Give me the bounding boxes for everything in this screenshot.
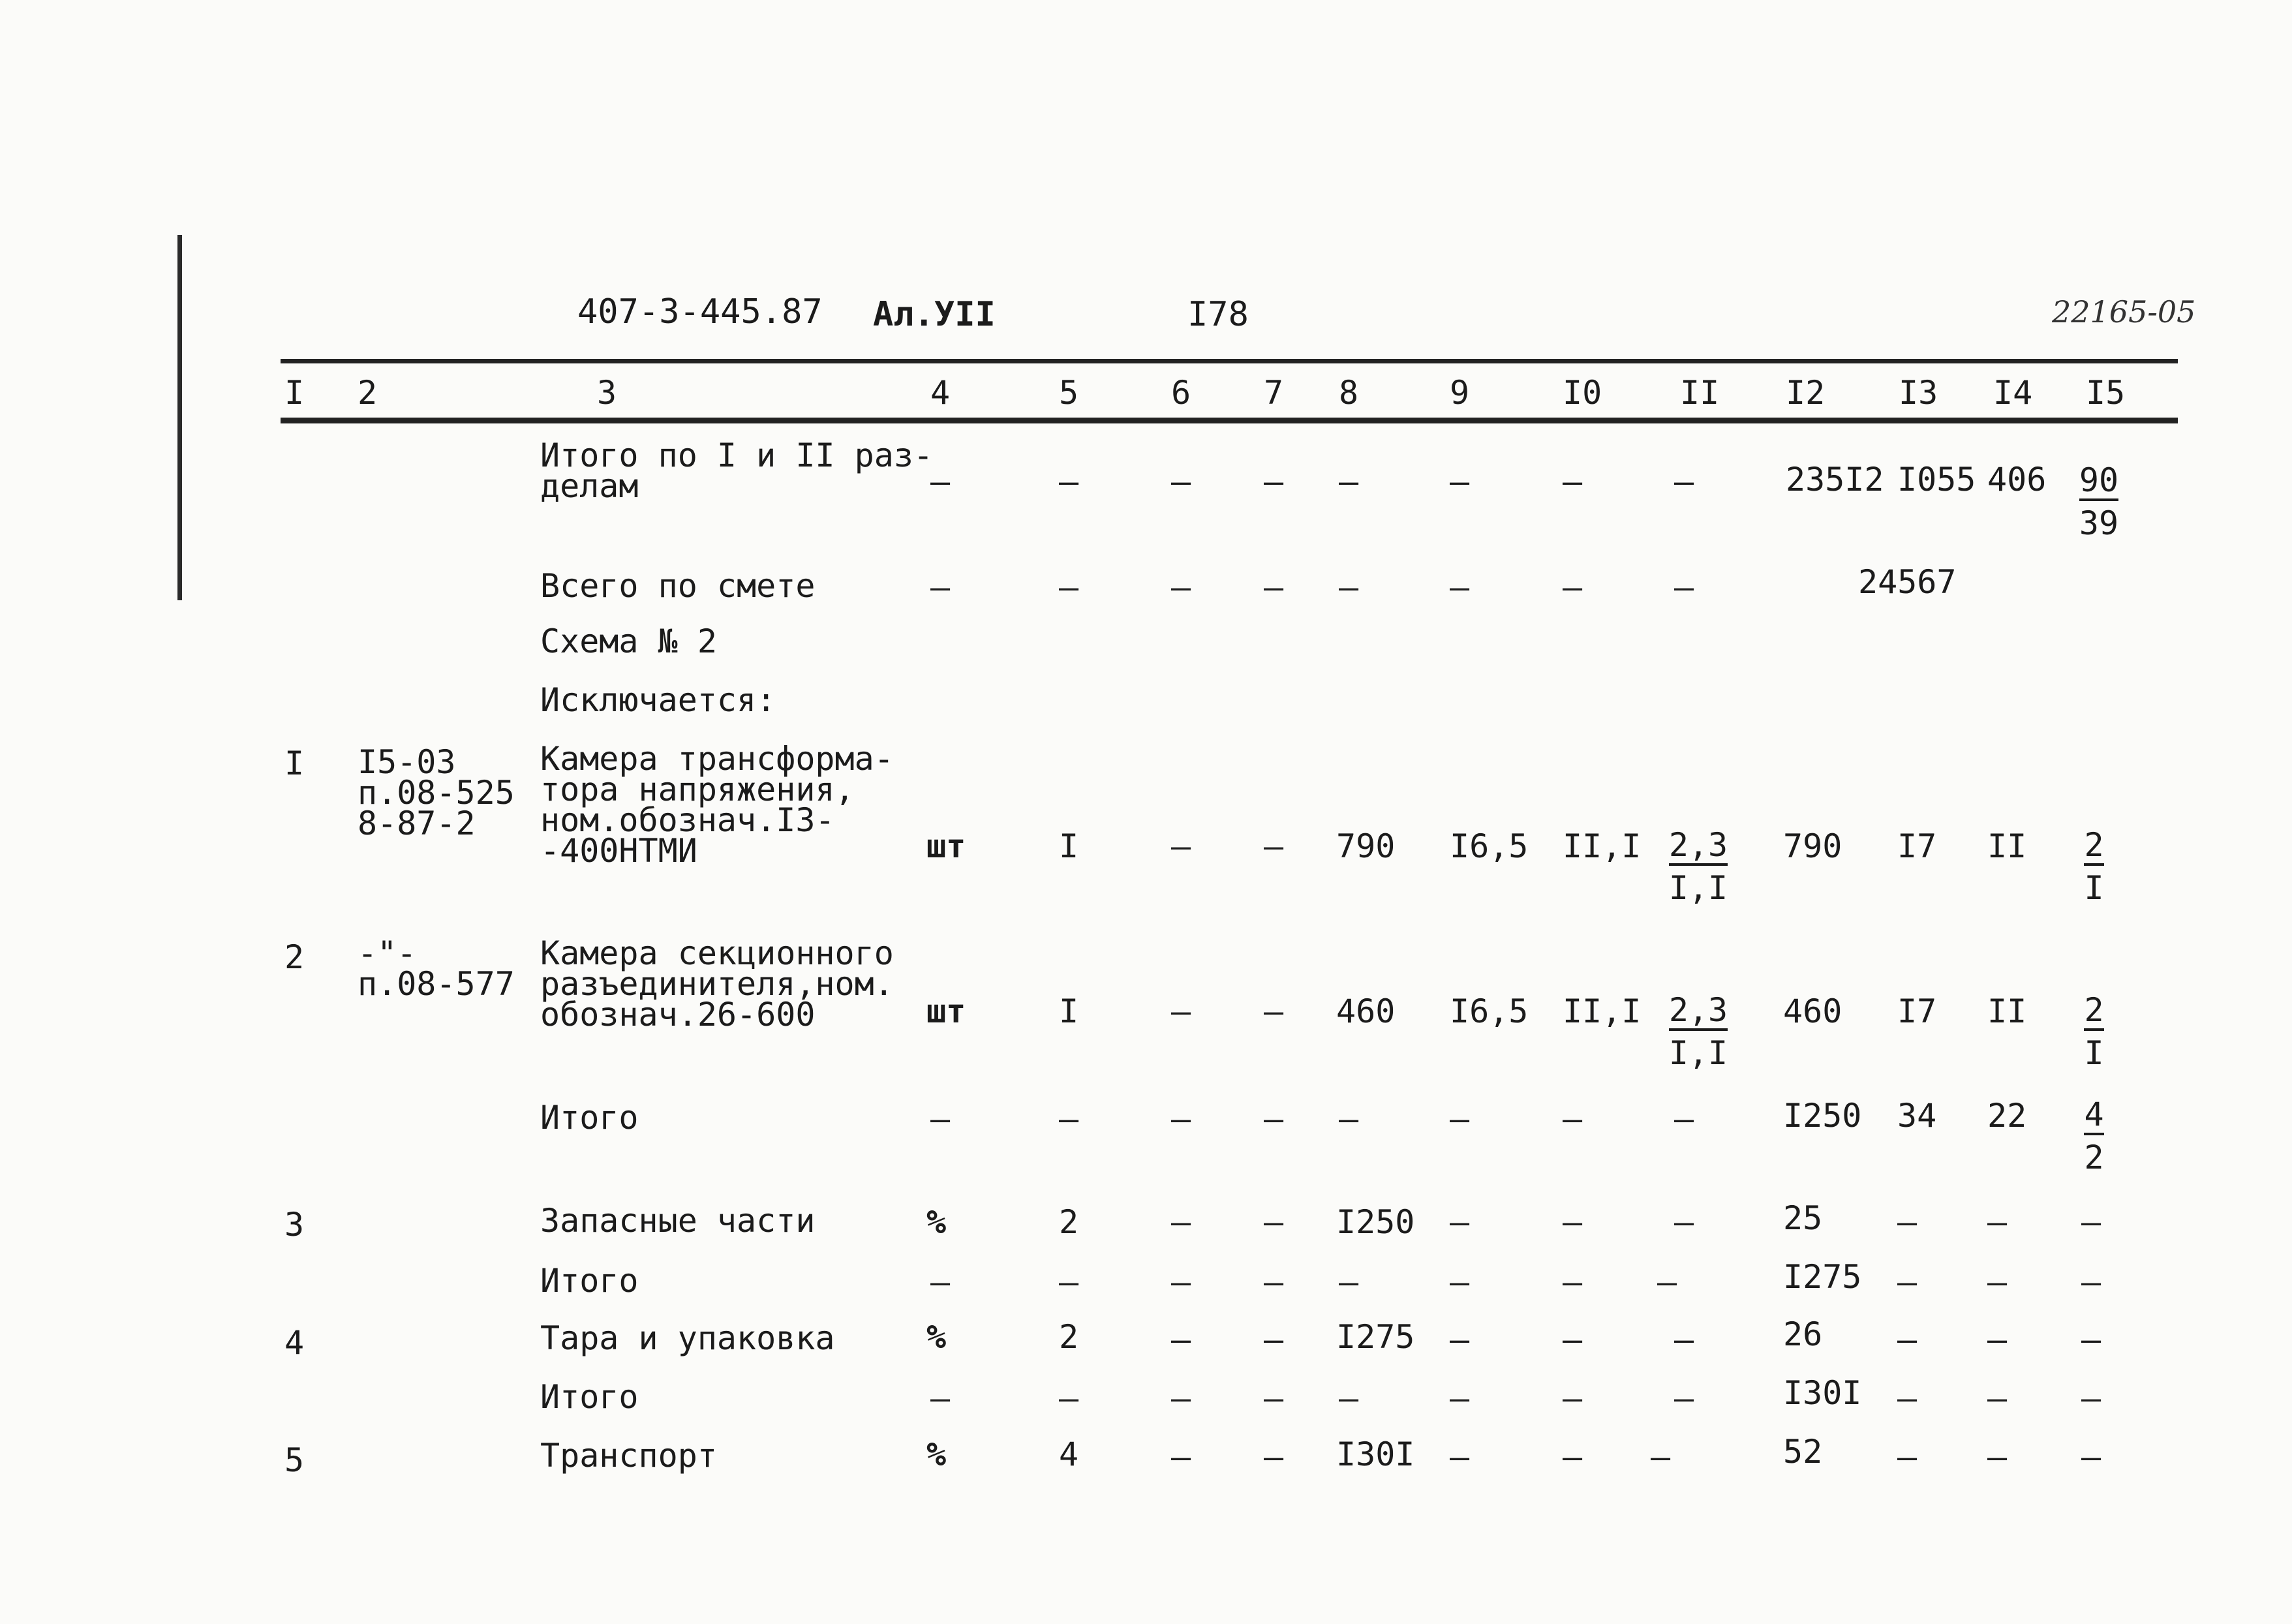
cell-c15: – (2081, 1379, 2101, 1417)
cell-c14: – (1987, 1379, 2008, 1417)
fraction-top: 4 (2084, 1096, 2103, 1135)
cell-c12: 25 (1783, 1199, 1823, 1237)
cell-c9: – (1450, 1203, 1470, 1241)
cell-unit: – (930, 463, 951, 500)
cell-c13: – (1897, 1263, 1918, 1301)
cell-c13: – (1897, 1438, 1918, 1476)
col-number: II (1680, 374, 1720, 412)
col-number: 7 (1264, 374, 1284, 412)
cell-c7: – (1264, 463, 1284, 500)
cell-c12: 790 (1783, 827, 1842, 865)
cell-c11: – (1657, 1263, 1677, 1301)
cell-c13: I055 (1897, 461, 1976, 498)
cell-c10: – (1563, 1100, 1583, 1138)
scheme-caption: Схема № 2 (540, 622, 717, 660)
cell-c8: – (1339, 1379, 1359, 1417)
col-number: 3 (597, 374, 617, 412)
cell-c15-fraction (2076, 459, 2122, 545)
row-name: Итого (540, 1378, 639, 1416)
col-number: I (284, 374, 305, 412)
cell-c11: – (1651, 1438, 1671, 1476)
row-name: Камера секционного разъединителя,ном. обознач.26-600 (540, 934, 894, 1034)
cell-c9: – (1450, 463, 1470, 500)
cell-code: -"- п.08-577 (358, 934, 515, 1003)
cell-c14: 406 (1987, 461, 2047, 498)
cell-c6: – (1171, 463, 1191, 500)
cell-c6: – (1171, 827, 1191, 865)
row-name: Итого (540, 1262, 639, 1300)
cell-unit: – (930, 568, 951, 606)
cell-c13: – (1897, 1203, 1918, 1241)
row-name: Камера трансформа- тора напряжения, ном.обознач.I3- -400НТМИ (540, 740, 894, 870)
col-number: 5 (1059, 374, 1079, 412)
col-number: 9 (1450, 374, 1470, 412)
cell-c7: – (1264, 1263, 1284, 1301)
cell-c5: – (1059, 1100, 1079, 1138)
cell-c7: – (1264, 992, 1284, 1030)
cell-c10: II,I (1563, 992, 1642, 1030)
col-number: 8 (1339, 374, 1359, 412)
cell-unit: – (930, 1379, 951, 1417)
cell-c6: – (1171, 1379, 1191, 1417)
cell-c15: – (2081, 1438, 2101, 1476)
col-number: I3 (1899, 374, 1938, 412)
cell-unit: – (930, 1100, 951, 1138)
cell-c11: – (1674, 568, 1694, 606)
table-top-rule (281, 359, 2178, 363)
cell-c14: II (1987, 992, 2027, 1030)
cell-c14: – (1987, 1438, 2008, 1476)
cell-c11: – (1674, 1321, 1694, 1358)
document-code: 407-3-445.87 (577, 292, 823, 331)
col-number: 4 (930, 374, 951, 412)
fraction-bottom: I,I (1668, 1034, 1728, 1072)
cell-c15-fraction (2076, 988, 2112, 1075)
cell-c6: – (1171, 1100, 1191, 1138)
cell-c5: I (1059, 992, 1079, 1030)
header-bottom-rule (281, 418, 2178, 423)
cell-c14: 22 (1987, 1097, 2027, 1135)
cell-c5: 4 (1059, 1435, 1079, 1473)
fraction-bottom: 39 (2079, 504, 2119, 542)
cell-c5: – (1059, 568, 1079, 606)
cell-c8: – (1339, 1263, 1359, 1301)
cell-c8: 460 (1336, 992, 1396, 1030)
cell-c8: – (1339, 1100, 1359, 1138)
cell-c8: I30I (1336, 1435, 1415, 1473)
cell-c7: – (1264, 568, 1284, 606)
cell-c5: 2 (1059, 1318, 1079, 1356)
row-name: Всего по смете (540, 567, 816, 605)
binding-margin-line (177, 235, 182, 600)
col-number: I5 (2086, 374, 2126, 412)
cell-unit: % (926, 1203, 947, 1241)
row-name: Итого по I и II раз- делам (540, 437, 934, 505)
col-number: 6 (1171, 374, 1191, 412)
cell-c10: – (1563, 463, 1583, 500)
fraction-top: 90 (2079, 462, 2118, 501)
col-number: I4 (1993, 374, 2033, 412)
cell-c6: – (1171, 1438, 1191, 1476)
cell-c7: – (1264, 1203, 1284, 1241)
cell-c13: – (1897, 1321, 1918, 1358)
fraction-bottom: I (2084, 869, 2104, 907)
cell-c15: – (2081, 1203, 2101, 1241)
cell-c10: – (1563, 1263, 1583, 1301)
cell-c10: – (1563, 1438, 1583, 1476)
fraction-bottom: 2 (2084, 1139, 2104, 1176)
album-label: Ал.УII (873, 295, 996, 334)
cell-c11: – (1674, 1203, 1694, 1241)
col-number: I2 (1786, 374, 1826, 412)
cell-c15: – (2081, 1263, 2101, 1301)
cell-c10: – (1563, 568, 1583, 606)
cell-no: I (284, 744, 305, 782)
cell-c10: – (1563, 1379, 1583, 1417)
cell-no: 3 (284, 1206, 305, 1244)
cell-c7: – (1264, 1438, 1284, 1476)
cell-no: 4 (284, 1324, 305, 1362)
cell-c7: – (1264, 827, 1284, 865)
cell-c7: – (1264, 1379, 1284, 1417)
cell-c11-fraction (1662, 988, 1734, 1075)
cell-c11: – (1674, 1100, 1694, 1138)
cell-c9: – (1450, 1263, 1470, 1301)
fraction-top: 2,3 (1669, 827, 1728, 866)
cell-c13: I7 (1897, 992, 1937, 1030)
archive-stamp: 22165-05 (2052, 294, 2196, 329)
fraction-top: 2 (2084, 827, 2103, 866)
cell-c9: I6,5 (1450, 827, 1529, 865)
cell-unit: % (926, 1435, 947, 1473)
cell-c5: – (1059, 1263, 1079, 1301)
cell-c6: – (1171, 1321, 1191, 1358)
cell-c14: – (1987, 1263, 2008, 1301)
fraction-bottom: I,I (1668, 869, 1728, 907)
cell-c10: II,I (1563, 827, 1642, 865)
cell-c12: I30I (1783, 1374, 1862, 1412)
cell-c12: 235I2 (1786, 461, 1884, 498)
cell-c10: – (1563, 1203, 1583, 1241)
cell-c12: I250 (1783, 1097, 1862, 1135)
row-name: Транспорт (540, 1437, 717, 1475)
cell-c9: – (1450, 1438, 1470, 1476)
cell-c11-fraction (1662, 823, 1734, 910)
cell-c6: – (1171, 992, 1191, 1030)
cell-c13: I7 (1897, 827, 1937, 865)
row-name: Итого (540, 1099, 639, 1137)
cell-c15-fraction (2076, 1093, 2112, 1179)
cell-c8: I275 (1336, 1318, 1415, 1356)
cell-c15: – (2081, 1321, 2101, 1358)
cell-c9: – (1450, 568, 1470, 606)
cell-unit: % (926, 1318, 947, 1356)
estimate-total: 24567 (1858, 563, 1957, 601)
cell-unit: – (930, 1263, 951, 1301)
cell-c11: – (1674, 463, 1694, 500)
cell-c6: – (1171, 1263, 1191, 1301)
cell-c8: 790 (1336, 827, 1396, 865)
cell-c6: – (1171, 1203, 1191, 1241)
cell-c14: – (1987, 1203, 2008, 1241)
cell-no: 5 (284, 1441, 305, 1479)
cell-c8: – (1339, 463, 1359, 500)
row-name: Запасные части (540, 1202, 816, 1240)
cell-c8: – (1339, 568, 1359, 606)
cell-c13: – (1897, 1379, 1918, 1417)
fraction-top: 2,3 (1669, 992, 1728, 1031)
cell-c9: – (1450, 1321, 1470, 1358)
cell-c10: – (1563, 1321, 1583, 1358)
cell-unit: шт (926, 992, 966, 1030)
cell-c7: – (1264, 1321, 1284, 1358)
cell-c7: – (1264, 1100, 1284, 1138)
col-number: 2 (358, 374, 378, 412)
cell-c12: 460 (1783, 992, 1842, 1030)
excluded-caption: Исключается: (540, 681, 776, 719)
cell-c9: – (1450, 1100, 1470, 1138)
cell-c15-fraction (2076, 823, 2112, 910)
cell-c5: I (1059, 827, 1079, 865)
cell-c14: II (1987, 827, 2027, 865)
cell-c11: – (1674, 1379, 1694, 1417)
row-name: Тара и упаковка (540, 1319, 835, 1357)
cell-c5: – (1059, 1379, 1079, 1417)
cell-c12: I275 (1783, 1258, 1862, 1296)
cell-c8: I250 (1336, 1203, 1415, 1241)
cell-unit: шт (926, 827, 966, 865)
cell-code: I5-03 п.08-525 8-87-2 (358, 743, 515, 842)
col-number: I0 (1563, 374, 1602, 412)
cell-no: 2 (284, 938, 305, 976)
cell-c12: 52 (1783, 1433, 1823, 1471)
cell-c14: – (1987, 1321, 2008, 1358)
fraction-top: 2 (2084, 992, 2103, 1031)
cell-c12: 26 (1783, 1315, 1823, 1353)
cell-c9: I6,5 (1450, 992, 1529, 1030)
cell-c9: – (1450, 1379, 1470, 1417)
cell-c5: – (1059, 463, 1079, 500)
cell-c6: – (1171, 568, 1191, 606)
page-number: I78 (1187, 295, 1249, 334)
fraction-bottom: I (2084, 1034, 2104, 1072)
cell-c5: 2 (1059, 1203, 1079, 1241)
cell-c13: 34 (1897, 1097, 1937, 1135)
